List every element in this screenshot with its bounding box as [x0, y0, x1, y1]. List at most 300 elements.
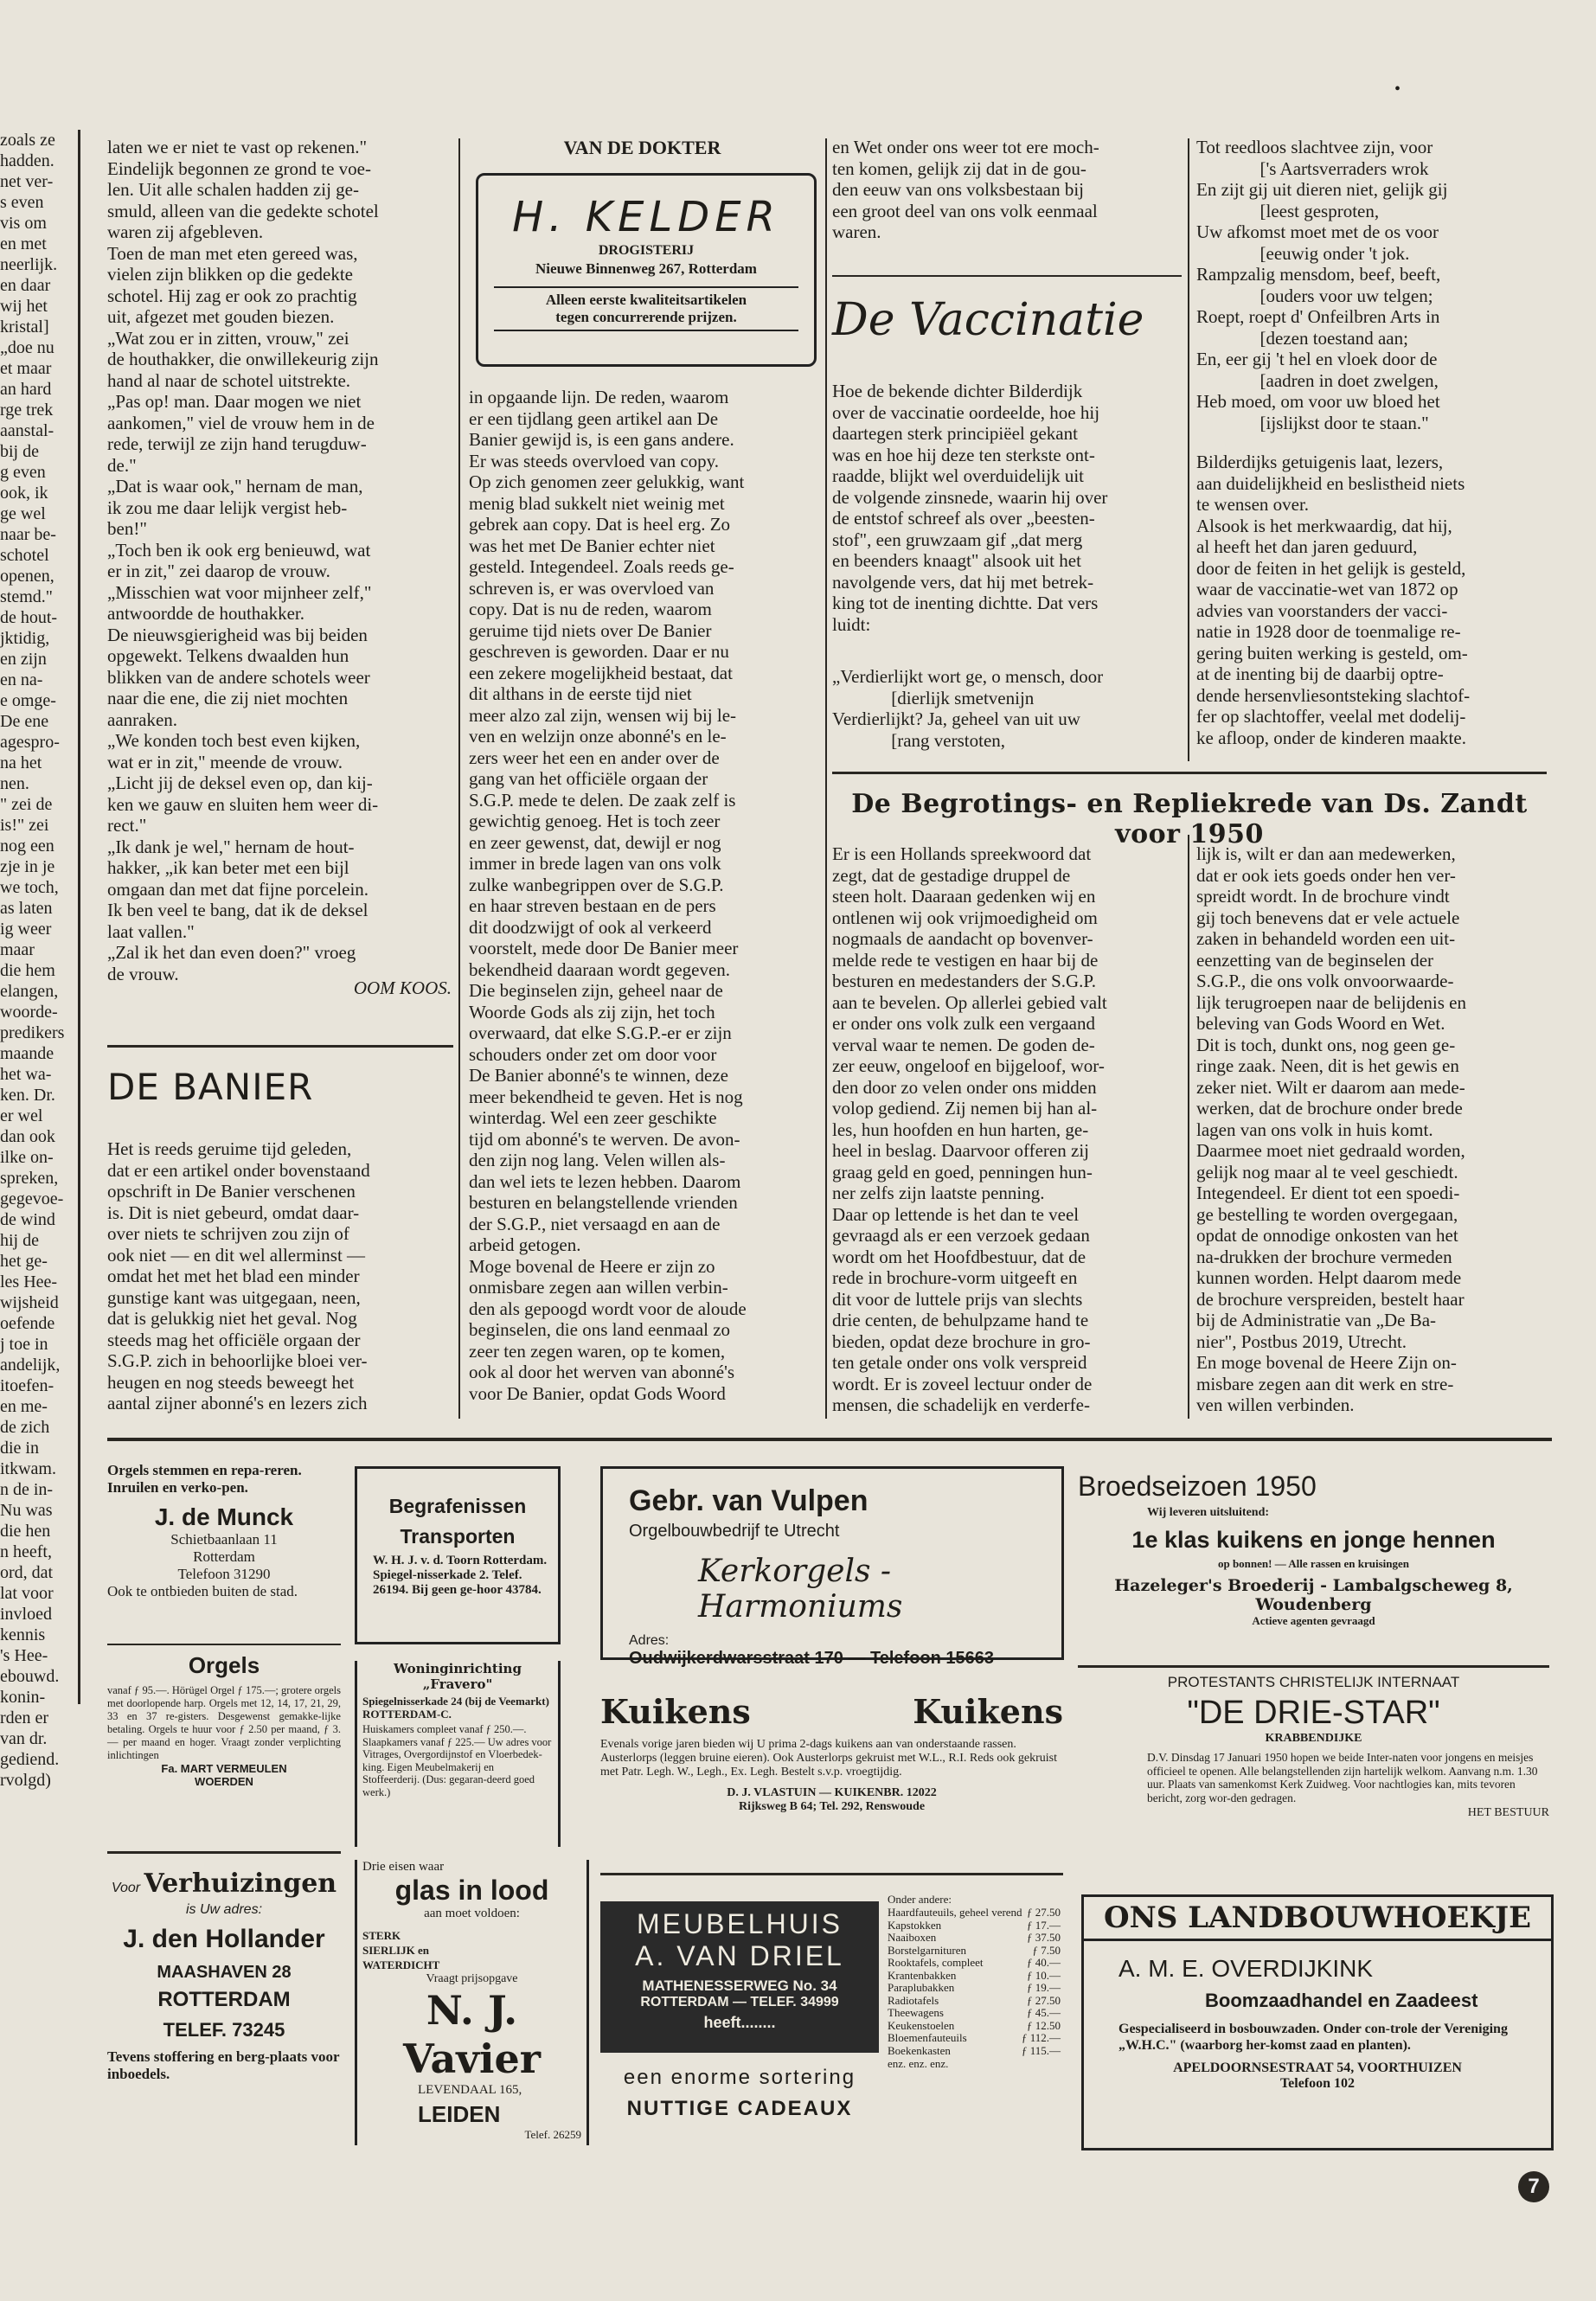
text-line: den zijn nog lang. Velen willen als- — [469, 1150, 726, 1170]
text-line: opschrift in De Banier verschenen — [107, 1181, 356, 1202]
text-line: aan te bevelen. Op allerlei gebied valt — [832, 991, 1107, 1013]
text-line: die in — [0, 1439, 39, 1458]
text-line: de wind — [0, 1210, 55, 1229]
vaccinatie-title: De Vaccinatie — [832, 294, 1144, 346]
text-line: het ge- — [0, 1252, 48, 1271]
text-line: Integendeel. Er dient tot een spoedi- — [1196, 1183, 1460, 1203]
vavier-pre: Drie eisen waar — [362, 1860, 445, 1874]
text-line: voor De Banier, opdat Gods Woord — [469, 1382, 726, 1404]
landbouw-name: A. M. E. OVERDIJKINK — [1118, 1955, 1374, 1982]
text-line: schreven is, er was overvloed van — [469, 577, 715, 599]
kelder-ad — [476, 173, 817, 367]
text-line: de hout- — [0, 608, 58, 627]
text-line: aanstal- — [0, 421, 54, 440]
text-line: te wensen over. — [1196, 494, 1310, 515]
text-line: hakker, „ik kan beter met een bijl — [107, 857, 349, 878]
driestar-place: KRABBENDIJKE — [1265, 1732, 1362, 1745]
text-line: en zijn — [0, 650, 47, 669]
text-line: " zei de — [0, 795, 53, 814]
text-line: ge wel — [0, 504, 46, 523]
text-line: de vrouw. — [107, 963, 179, 984]
text-line: rect." — [107, 815, 147, 836]
orgels-ad — [107, 1652, 341, 1788]
text-line: en daar — [0, 276, 51, 295]
text-line: natie in 1928 door de toenmalige re- — [1196, 621, 1461, 642]
text-line: naar be- — [0, 525, 56, 544]
text-line: as laten — [0, 899, 53, 918]
text-line: de." — [107, 454, 137, 476]
text-line: ven willen verbinden. — [1196, 1394, 1355, 1415]
text-line: gebrek aan copy. Dat is heel erg. Zo — [469, 514, 731, 535]
banier-article — [107, 1138, 452, 1414]
price-row — [888, 1920, 1061, 1932]
text-line: stemd." — [0, 587, 53, 606]
begroting-title: De Begrotings- en Repliekrede van Ds. Zandt voor 1950 — [851, 789, 1528, 849]
text-line: [aadren in doet zwelgen, — [1196, 369, 1439, 391]
begraf-body: W. H. J. v. d. Toorn Rotterdam. Spiegel-nisserkade 2. Telef. 26194. Bij geen ge-hoor 43784. — [373, 1554, 548, 1597]
text-line: [dierlijk smetvenijn — [832, 687, 1035, 708]
text-line: door de feiten in het gelijk is gesteld, — [1196, 557, 1466, 579]
begraf-title2: Transporten — [400, 1525, 516, 1548]
text-line: overwaard, dat elke S.G.P.-er er zijn — [469, 1022, 732, 1043]
text-line: rden er — [0, 1708, 49, 1727]
driel-l1: MEUBELHUIS — [636, 1908, 843, 1939]
text-line: besturen en belangstellende vrienden — [469, 1192, 738, 1213]
text-line: S.G.P. zich in behoorlijke bloei ver- — [107, 1350, 368, 1371]
begroting-col-b — [1196, 843, 1549, 1416]
price-value: ƒ 40.— — [1027, 1956, 1061, 1969]
text-line: dit voor de luttele prijs van slechts — [832, 1288, 1083, 1310]
text-line: Verdierlijkt? Ja, geheel van uit uw — [832, 708, 1080, 729]
text-line: heugen en nog steeds beweegt het — [107, 1371, 355, 1393]
text-line: aanraken. — [107, 708, 178, 730]
text-line: ontlenen wij ook vrijmoedigheid om — [832, 907, 1098, 928]
text-line: aan duidelijkheid en beslistheid niets — [1196, 472, 1465, 494]
text-line: dat er een artikel onder bovenstaand — [107, 1159, 370, 1181]
price-row — [888, 2032, 1061, 2045]
text-line: steeds mag het officiële orgaan der — [107, 1329, 361, 1350]
price-row — [888, 2020, 1061, 2033]
text-line: over de vaccinatie oordeelde, hoe hij — [832, 401, 1100, 423]
text-line: gering buiten werking is gesteld, om- — [1196, 642, 1468, 663]
text-line: ge bestelling te worden overgegaan, — [1196, 1203, 1458, 1225]
text-line: [ouders voor uw telgen; — [1196, 285, 1433, 306]
text-line: meer bekendheid te geven. Het is nog — [469, 1086, 743, 1107]
text-line: wordt. Er is zoveel lectuur onder de — [832, 1373, 1093, 1394]
price-item: Theewagens — [888, 2006, 944, 2019]
text-line: ringe zaak. Neen, dit is het gewis en — [1196, 1055, 1459, 1076]
vavier-name: N. J. Vavier — [403, 1987, 541, 2082]
text-line: was en hoe hij deze ten sterkste ont- — [832, 444, 1095, 465]
text-line: der S.G.P., niet versaagd en aan de — [469, 1213, 721, 1234]
text-line: ilke on- — [0, 1148, 54, 1167]
price-row — [888, 2045, 1061, 2058]
text-line: meer alzo zal zijn, wensen wij bij le- — [469, 704, 737, 726]
vulpen-name: Gebr. van Vulpen — [629, 1484, 869, 1517]
munck-intro: Orgels stemmen en repa-reren. Inruilen en verko-pen. — [107, 1462, 302, 1496]
dot-mark: • — [1394, 80, 1401, 99]
price-value: ƒ 27.50 — [1027, 1993, 1061, 2007]
hollander-title: Verhuizingen — [144, 1868, 337, 1899]
text-line: zeker niet. Wilt er daarom aan mede- — [1196, 1076, 1465, 1098]
driel-price-list — [888, 1907, 1061, 2057]
text-line: zer eeuw, ongeloof en bijgeloof, wor- — [832, 1055, 1105, 1076]
column-1-story — [107, 137, 452, 984]
text-line: ook al door het werven van abonné's — [469, 1362, 735, 1382]
text-line: gij toch benevens dat er vele actuele — [1196, 907, 1460, 928]
section-rule — [832, 772, 1547, 774]
text-line: Er is een Hollands spreekwoord dat — [832, 843, 1092, 864]
text-line: naar die ene, die zij niet mochten — [107, 688, 349, 708]
text-line: ['s Aartsverraders wrok — [1196, 157, 1429, 179]
landbouw-ad — [1081, 1894, 1554, 2150]
text-line: omdat het met het blad een minder — [107, 1266, 360, 1286]
text-line: eenzetting van de beginselen der — [1196, 949, 1434, 971]
text-line: De ene — [0, 712, 49, 731]
vulpen-adres-label: Adres: — [629, 1633, 670, 1648]
text-line: Dit is toch, dunkt ons, nog geen ge- — [1196, 1034, 1456, 1055]
text-line: wijsheid — [0, 1293, 59, 1312]
driel-block — [600, 1901, 879, 2053]
text-line: de entstof schreef als over „beesten- — [832, 508, 1095, 529]
price-item: Kapstokken — [888, 1918, 942, 1932]
hollander-street: MAASHAVEN 28 — [157, 1963, 292, 1982]
text-line: bij de Administratie van „De Ba- — [1196, 1310, 1437, 1330]
driel-prices-end: enz. enz. enz. — [888, 2057, 949, 2070]
text-line: den eeuw van ons volksbestaan bij — [832, 179, 1085, 200]
text-line: an hard — [0, 380, 52, 399]
price-value: ƒ 115.— — [1021, 2043, 1061, 2057]
price-item: Keukenstoelen — [888, 2018, 955, 2032]
price-value: ƒ 45.— — [1027, 2006, 1061, 2019]
text-line: de zich — [0, 1418, 50, 1437]
text-line: die hem — [0, 961, 55, 980]
column-rule-4 — [1188, 835, 1189, 1419]
text-line: en met — [0, 234, 47, 253]
driel-l2: A. VAN DRIEL — [635, 1940, 844, 1971]
text-line: [rang verstoten, — [832, 729, 1006, 751]
driel-l6: een enorme sortering — [623, 2066, 856, 2089]
text-line: schotel — [0, 546, 49, 565]
text-line: daartegen sterk principiëel gekant — [832, 423, 1078, 444]
text-line: Tot reedloos slachtvee zijn, voor — [1196, 137, 1433, 157]
text-line: dit althans in de eerste tijd niet — [469, 683, 692, 704]
text-line: agespro- — [0, 733, 60, 752]
text-line: j toe in — [0, 1335, 48, 1354]
text-line: lagen van ons volk in huis komt. — [1196, 1118, 1433, 1140]
price-item: Radiotafels — [888, 1993, 939, 2007]
text-line: zaken in behandeld worden een uit- — [1196, 928, 1456, 949]
text-line: S.G.P. mede te delen. De zaak zelf is — [469, 789, 736, 811]
text-line: Daar op lettende is het dan te veel — [832, 1203, 1080, 1225]
price-row — [888, 1932, 1061, 1945]
text-line: den als gepoogd wordt voor de aloude — [469, 1298, 747, 1319]
text-line: beleving van Gods Woord en Wet. — [1196, 1013, 1445, 1034]
text-line: wordt om het Hoofdbestuur, dat de — [832, 1246, 1086, 1267]
text-line: bij de — [0, 442, 39, 461]
text-line: En, eer gij 't hel en vloek door de — [1196, 349, 1438, 369]
text-line: waren. — [832, 221, 881, 242]
text-line: zje in je — [0, 857, 55, 876]
text-line: ebouwd. — [0, 1667, 60, 1686]
text-line: uit, afgezet met gouden biezen. — [107, 306, 335, 327]
broed-ad — [1078, 1471, 1549, 1628]
text-line: besturen en medestanders der S.G.P. — [832, 971, 1097, 991]
price-item: Borstelgarnituren — [888, 1943, 966, 1957]
text-line: spreidt wordt. In de brochure vindt — [1196, 886, 1450, 907]
text-line: 's Hee- — [0, 1646, 48, 1665]
fravero-body: Huiskamers compleet vanaf ƒ 250.—. Slaapkamers vanaf ƒ 225.— Uw adres voor Vitrages, Overgordijnstof en Vloerbedek-king. Eigen Meubelmakerij en Stoffeerderij. (Dus: gegaran-deerd goed werk.) — [362, 1723, 552, 1798]
begroting-col-a — [832, 843, 1182, 1416]
text-line: navolgende vers, dat hij met betrek- — [832, 571, 1094, 593]
text-line: een zekere mogelijkheid bestaat, dat — [469, 662, 733, 683]
text-line: zegt, dat de gestadige druppel de — [832, 864, 1071, 886]
text-line: waren zij afgebleven. — [107, 221, 264, 242]
text-line: dan ook — [0, 1127, 55, 1146]
text-line: lijk is, wilt er dan aan medewerken, — [1196, 843, 1456, 864]
text-line: ben!" — [107, 518, 147, 539]
vavier-req1: STERK — [362, 1929, 401, 1942]
kuikens-body: Evenals vorige jaren bieden wij U prima 2-dags kuikens aan van onderstaande rassen. Austerlorps (leggen bruine eieren). Ook Austerlorps gekruist met W.L., R.I. Reds ook gekruist met Patr. Legh. W., Legh., Ex. Legh. Bestelt s.v.p. vroegtijdig. — [600, 1738, 1058, 1779]
text-line: mensen, die schadelijk en verderfe- — [832, 1394, 1090, 1415]
driestar-head: PROTESTANTS CHRISTELIJK INTERNAAT — [1167, 1674, 1460, 1690]
text-line: Op zich genomen zeer gelukkig, want — [469, 471, 745, 492]
text-line: Uw afkomst moet met de os voor — [1196, 221, 1439, 242]
price-value: ƒ 7.50 — [1032, 1943, 1061, 1957]
text-line: Moge bovenal de Heere er zijn zo — [469, 1255, 715, 1277]
text-line: En moge bovenal de Heere Zijn on- — [1196, 1352, 1457, 1373]
text-line: Ik ben veel te bang, dat ik de deksel — [107, 900, 369, 920]
price-item: Bloemenfauteuils — [888, 2031, 967, 2044]
text-line: blikken van de andere schotels weer — [107, 666, 370, 688]
text-line: schouders onder zet om door voor — [469, 1043, 717, 1065]
text-line: oefende — [0, 1314, 55, 1333]
text-line: S.G.P., die ons volk onvoorwaarde- — [1196, 971, 1454, 991]
text-line: hand al naar de schotel uitstrekte. — [107, 369, 351, 391]
vaccinatie-article — [832, 381, 1182, 635]
section-rule — [832, 275, 1182, 277]
text-line: hadden. — [0, 151, 54, 170]
text-line: melde rede te vestigen en haar bij de — [832, 949, 1099, 971]
price-value: ƒ 112.— — [1021, 2031, 1061, 2044]
text-line: en zeer gewenst, dat, dewijl er nog — [469, 831, 721, 853]
text-line: „Zal ik het dan even doen?" vroeg — [107, 942, 356, 963]
text-line: werken, dat de brochure onder brede — [1196, 1098, 1463, 1118]
text-line: zoals ze — [0, 131, 55, 150]
text-line: de brochure verspreiden, bestelt haar — [1196, 1288, 1465, 1310]
text-line: na het — [0, 753, 42, 772]
text-line: predikers — [0, 1023, 65, 1042]
hollander-name: J. den Hollander — [123, 1925, 325, 1953]
text-line: winterdag. Wel een zeer geschikte — [469, 1107, 717, 1128]
text-line: is!" zei — [0, 816, 49, 835]
vulpen-script: Kerkorgels - Harmoniums — [698, 1554, 903, 1625]
text-line: bekendheid daaraan wordt gegeven. — [469, 958, 731, 980]
price-row — [888, 1982, 1061, 1995]
text-line: opgewekt. Telkens dwaalden hun — [107, 645, 349, 666]
text-line: laat vallen." — [107, 920, 195, 942]
fravero-ad — [355, 1661, 561, 1847]
text-line: ook niet — en dit wel allerminst — — [107, 1244, 366, 1266]
text-line: De Banier abonné's te winnen, deze — [469, 1065, 728, 1086]
text-line: kristal] — [0, 317, 49, 336]
price-row — [888, 1945, 1061, 1958]
price-item: Rooktafels, compleet — [888, 1956, 984, 1969]
text-line: bieden, opdat deze brochure in gro- — [832, 1330, 1091, 1352]
hollander-foot: Tevens stoffering en berg-plaats voor inboedels. — [107, 2048, 340, 2082]
text-line: heel in beslag. Daarvoor offeren zij — [832, 1140, 1089, 1161]
text-line: e omge- — [0, 691, 56, 710]
vavier-req2: SIERLIJK en — [362, 1944, 429, 1957]
hollander-pre: Voor — [111, 1881, 141, 1895]
vavier-city: LEIDEN — [418, 2101, 501, 2127]
vulpen-ad — [600, 1466, 1064, 1668]
text-line: copy. Dat is nu de reden, waarom — [469, 599, 712, 619]
text-line: dende hersenvliesontsteking slachtof- — [1196, 684, 1471, 706]
text-line: geruime tijd niets over De Banier — [469, 619, 712, 641]
driel-ad — [600, 1893, 1063, 2144]
column-rule-1 — [458, 138, 460, 1419]
text-line: Bilderdijks getuigenis laat, lezers, — [1196, 452, 1444, 472]
broed-main: 1e klas kuikens en jonge hennen — [1131, 1527, 1496, 1553]
text-line: we toch, — [0, 878, 59, 897]
driestar-name: "DE DRIE-STAR" — [1187, 1695, 1440, 1731]
text-line: et maar — [0, 359, 52, 378]
text-line: volop gediend. Zij nemen bij han al- — [832, 1098, 1098, 1118]
vavier-ad — [355, 1860, 589, 2145]
text-line: ten getale onder ons volk verspreid — [832, 1352, 1087, 1373]
column-rule-2 — [825, 138, 827, 1419]
text-line: [leest gesproten, — [1196, 200, 1380, 221]
text-line: kennis — [0, 1625, 46, 1644]
price-value: ƒ 27.50 — [1027, 1906, 1061, 1919]
hollander-ad — [107, 1868, 341, 2083]
vavier-sub: aan moet voldoen: — [424, 1907, 520, 1920]
text-line: graag geld en goed, penningen hun- — [832, 1161, 1093, 1183]
text-line: rede, terwijl ze zijn hand terugduw- — [107, 433, 367, 454]
text-line: er onder ons volk zulk een vergaand — [832, 1013, 1096, 1034]
column-2-banier-cont — [469, 387, 818, 1404]
orgels-city: WOERDEN — [195, 1775, 253, 1788]
text-line: geschreven is geworden. Daar er nu — [469, 641, 729, 662]
text-line: verval waar te nemen. De goden de- — [832, 1034, 1095, 1055]
story-signature: OOM KOOS. — [353, 977, 452, 998]
text-line: maar — [0, 940, 35, 959]
text-line: king tot de inenting dichtte. Dat vers — [832, 593, 1099, 613]
text-line: en Wet onder ons weer tot ere moch- — [832, 137, 1099, 157]
price-item: Paraplubakken — [888, 1981, 955, 1994]
text-line: Nu was — [0, 1501, 53, 1520]
text-line: onmisbare zegen aan willen verbin- — [469, 1277, 728, 1298]
text-line: Woorde Gods als zij zijn, het toch — [469, 1001, 715, 1022]
kuikens-ad — [600, 1692, 1063, 1814]
begraf-title1: Begrafenissen — [388, 1495, 527, 1517]
text-line: voorstelt, mede door De Banier meer — [469, 938, 739, 958]
vavier-ask: Vraagt prijsopgave — [426, 1972, 518, 1985]
price-value: ƒ 17.— — [1027, 1918, 1061, 1932]
text-line: gegevoe- — [0, 1189, 64, 1208]
driel-prices-title: Onder andere: — [888, 1893, 952, 1906]
landbouw-tel: Telefoon 102 — [1279, 2076, 1356, 2091]
kelder-slogan-2: tegen concurrerende prijzen. — [555, 309, 737, 325]
text-line: „We konden toch best even kijken, — [107, 730, 361, 751]
text-line: schotel. Hij zag er ook zo prachtig — [107, 285, 357, 306]
orgels-body: vanaf ƒ 95.—. Hörügel Orgel ƒ 175.—; grotere orgels met doorlopende harp. Orgels met 12, 14, 17, 21, 29, 33 en 37 re-gisters. Desgewenst gemakke-lijke betaling. Orgels te huur voor ƒ 2.50 per maand, ƒ 3.— per maand en hoger. Vraagt zonder verplichting inlichtingen — [107, 1684, 341, 1761]
text-line: stof", een gruwzaam gif „dat merg — [832, 529, 1083, 550]
driestar-body: D.V. Dinsdag 17 Januari 1950 hopen we beide Inter-naten voor jongens en meisjes officieel te openen. Alle belangstellenden zijn hartelijk welkom. Aanvang n.m. 1.30 uur. Plaats van samenkomst Kerk Zuidweg. Voor nachtlogies kan, mits tevoren bericht, zorg wor-den gedragen. — [1147, 1751, 1538, 1804]
ad-divider — [107, 1644, 341, 1645]
price-value: ƒ 19.— — [1027, 1981, 1061, 1994]
driel-prices — [888, 1893, 1061, 2071]
text-line: zeer ten zegen waren, op te komen, — [469, 1340, 726, 1362]
section-rule — [107, 1045, 453, 1048]
landbouw-addr: APELDOORNSESTRAAT 54, VOORTHUIZEN — [1173, 2061, 1462, 2075]
text-line: kunnen worden. Helpt daarom mede — [1196, 1267, 1462, 1288]
fravero-title: Woninginrichting „Fravero" — [394, 1661, 522, 1692]
price-item: Krantenbakken — [888, 1968, 957, 1982]
text-line: een groot deel van ons volk eenmaal — [832, 200, 1098, 221]
text-line: Alsook is het merkwaardig, dat hij, — [1196, 515, 1452, 536]
vaccinatie-poem-1 — [832, 666, 1187, 751]
kuikens-firm: D. J. VLASTUIN — KUIKENBR. 12022 — [727, 1786, 937, 1799]
price-value: ƒ 10.— — [1027, 1968, 1061, 1982]
price-item: Haardfauteuils, geheel verend — [888, 1906, 1022, 1919]
text-line: al heeft het dan jaren geduurd, — [1196, 536, 1418, 557]
kuikens-addr: Rijksweg B 64; Tel. 292, Renswoude — [738, 1800, 926, 1813]
driestar-sign: HET BESTUUR — [1467, 1806, 1549, 1819]
text-line: in opgaande lijn. De reden, waarom — [469, 387, 729, 407]
text-line: tijd om abonné's te werven. De avon- — [469, 1128, 740, 1150]
text-line: beginselen, die ons land eenmaal zo — [469, 1319, 731, 1340]
text-line: Banier gewijd is, is een gans andere. — [469, 429, 734, 450]
text-line: lijk terugroepen naar de belijdenis en — [1196, 991, 1466, 1013]
text-line: steen holt. Daaraan gedenken wij en — [832, 886, 1096, 907]
text-line: is. Dit is niet gebeurd, omdat daar- — [107, 1202, 360, 1223]
page-number: 7 — [1518, 2171, 1549, 2202]
ad-divider — [1078, 1665, 1549, 1668]
price-row — [888, 1995, 1061, 2008]
text-line: zers weer het een en ander over de — [469, 747, 720, 768]
kuikens-right: Kuikens — [913, 1692, 1063, 1731]
text-line: [ijslijkst door te staan." — [1196, 412, 1429, 433]
hollander-city: ROTTERDAM — [157, 1988, 291, 2011]
text-line: Er was steeds overvloed van copy. — [469, 450, 720, 471]
text-line: er een tijdlang geen artikel aan De — [469, 407, 719, 429]
text-line: Roept, roept d' Onfeilbren Arts in — [1196, 306, 1440, 327]
text-line: ten komen, gelijk zij dat in de gou- — [832, 157, 1086, 179]
text-line: maande — [0, 1044, 54, 1063]
price-value: ƒ 37.50 — [1027, 1931, 1061, 1944]
begrafenissen-ad — [355, 1466, 561, 1644]
text-line: wij het — [0, 297, 48, 316]
text-line: invloed — [0, 1605, 52, 1624]
text-line: rvolgd) — [0, 1771, 51, 1790]
text-line: Het is reeds geruime tijd geleden, — [107, 1138, 352, 1159]
text-line: misbare zegen aan dit werk en stre- — [1196, 1373, 1454, 1394]
driel-l4: ROTTERDAM — TELEF. 34999 — [640, 1995, 839, 2009]
text-line: nier", Postbus 2019, Utrecht. — [1196, 1330, 1407, 1352]
text-line: itoefen- — [0, 1376, 54, 1395]
driestar-ad — [1078, 1674, 1549, 1820]
driel-l7: NUTTIGE CADEAUX — [626, 2097, 853, 2120]
text-line: dit doodzwijgt of ook al verkeerd — [469, 916, 712, 938]
text-line: arbeid getogen. — [469, 1234, 581, 1255]
text-line: gewichtig genoeg. Het is toch zeer — [469, 811, 721, 831]
text-line: dan wel iets te lezen hebben. Daarom — [469, 1170, 741, 1192]
text-line: nen. — [0, 774, 29, 793]
price-row — [888, 1970, 1061, 1983]
munck-addr1: Schietbaanlaan 11 — [170, 1531, 278, 1548]
